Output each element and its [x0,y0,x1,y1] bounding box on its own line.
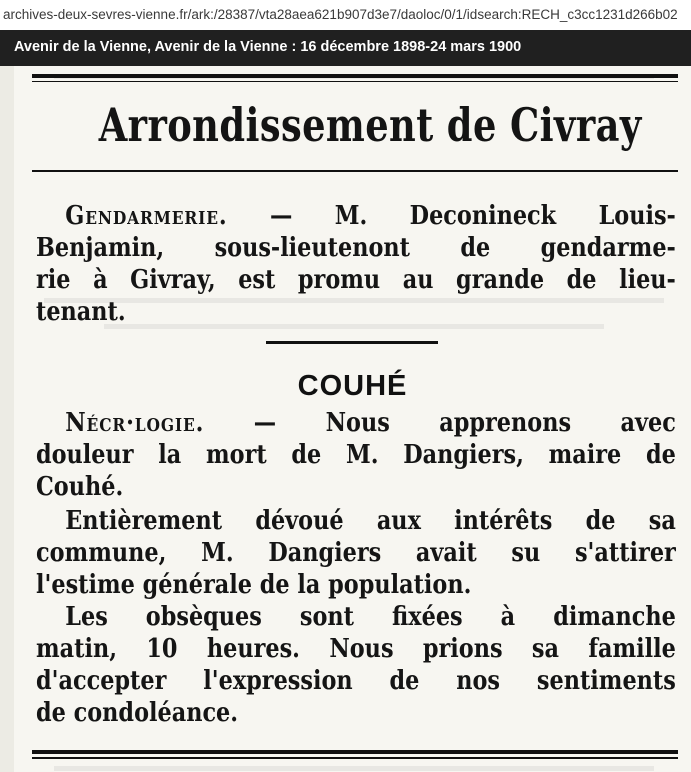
tribute-line-2: commune, M. Dangiers avait su s'attirer [36,538,676,568]
gendarmerie-line-4: tenant. [36,297,126,327]
necrologie-lead: Nécr·logie. [65,408,205,438]
section-separator [266,341,438,344]
gendarmerie-paragraph [36,200,676,328]
necrologie-line-2: douleur la mort de M. Dangiers, maire de [36,440,676,470]
tribute-paragraph [36,505,676,601]
bottom-rule-thin [32,757,678,759]
article-headline: Arrondissement de Civray [98,98,642,152]
necrologie-paragraph [36,407,676,503]
section-title: COUHÉ [297,370,408,402]
gendarmerie-line-3: rie à Givray, est promu au grande de lieu- [36,265,676,295]
address-bar-url[interactable]: archives-deux-sevres-vienne.fr/ark:/28387/vta28aea621b907d3e7/daoloc/0/1/idsearch:RECH_c3cc1231d266b02 [0,0,691,30]
funeral-line-1: Les obsèques sont fixées à dimanche [65,602,676,632]
funeral-line-4: de condoléance. [36,698,239,728]
gendarmerie-line-2: Benjamin, sous-lieutenont de gendarme- [36,233,676,263]
funeral-line-3: d'accepter l'expression de nos sentiments [36,666,676,696]
top-rule-thin [32,81,678,82]
funeral-paragraph [36,601,676,729]
headline-rule [32,170,678,172]
necrologie-line-1: Nécr·logie. — Nous apprenons avec [65,408,676,438]
scan-gutter [0,66,14,772]
gendarmerie-line-1: Gendarmerie. — M. Deconineck Louis- [65,201,676,231]
top-rule [32,74,678,78]
bottom-rule [32,750,678,754]
tribute-line-1: Entièrement dévoué aux intérêts de sa [65,506,676,536]
necrologie-line-3: Couhé. [36,472,124,502]
tribute-line-3: l'estime générale de la population. [36,570,472,600]
show-through-line [54,766,654,771]
document-viewer[interactable] [0,66,691,772]
newspaper-scan [14,66,691,772]
funeral-line-2: matin, 10 heures. Nous prions sa famille [36,634,676,664]
gendarmerie-lead: Gendarmerie. [65,201,228,231]
document-title: Avenir de la Vienne, Avenir de la Vienne : 16 décembre 1898-24 mars 1900 [0,30,691,66]
